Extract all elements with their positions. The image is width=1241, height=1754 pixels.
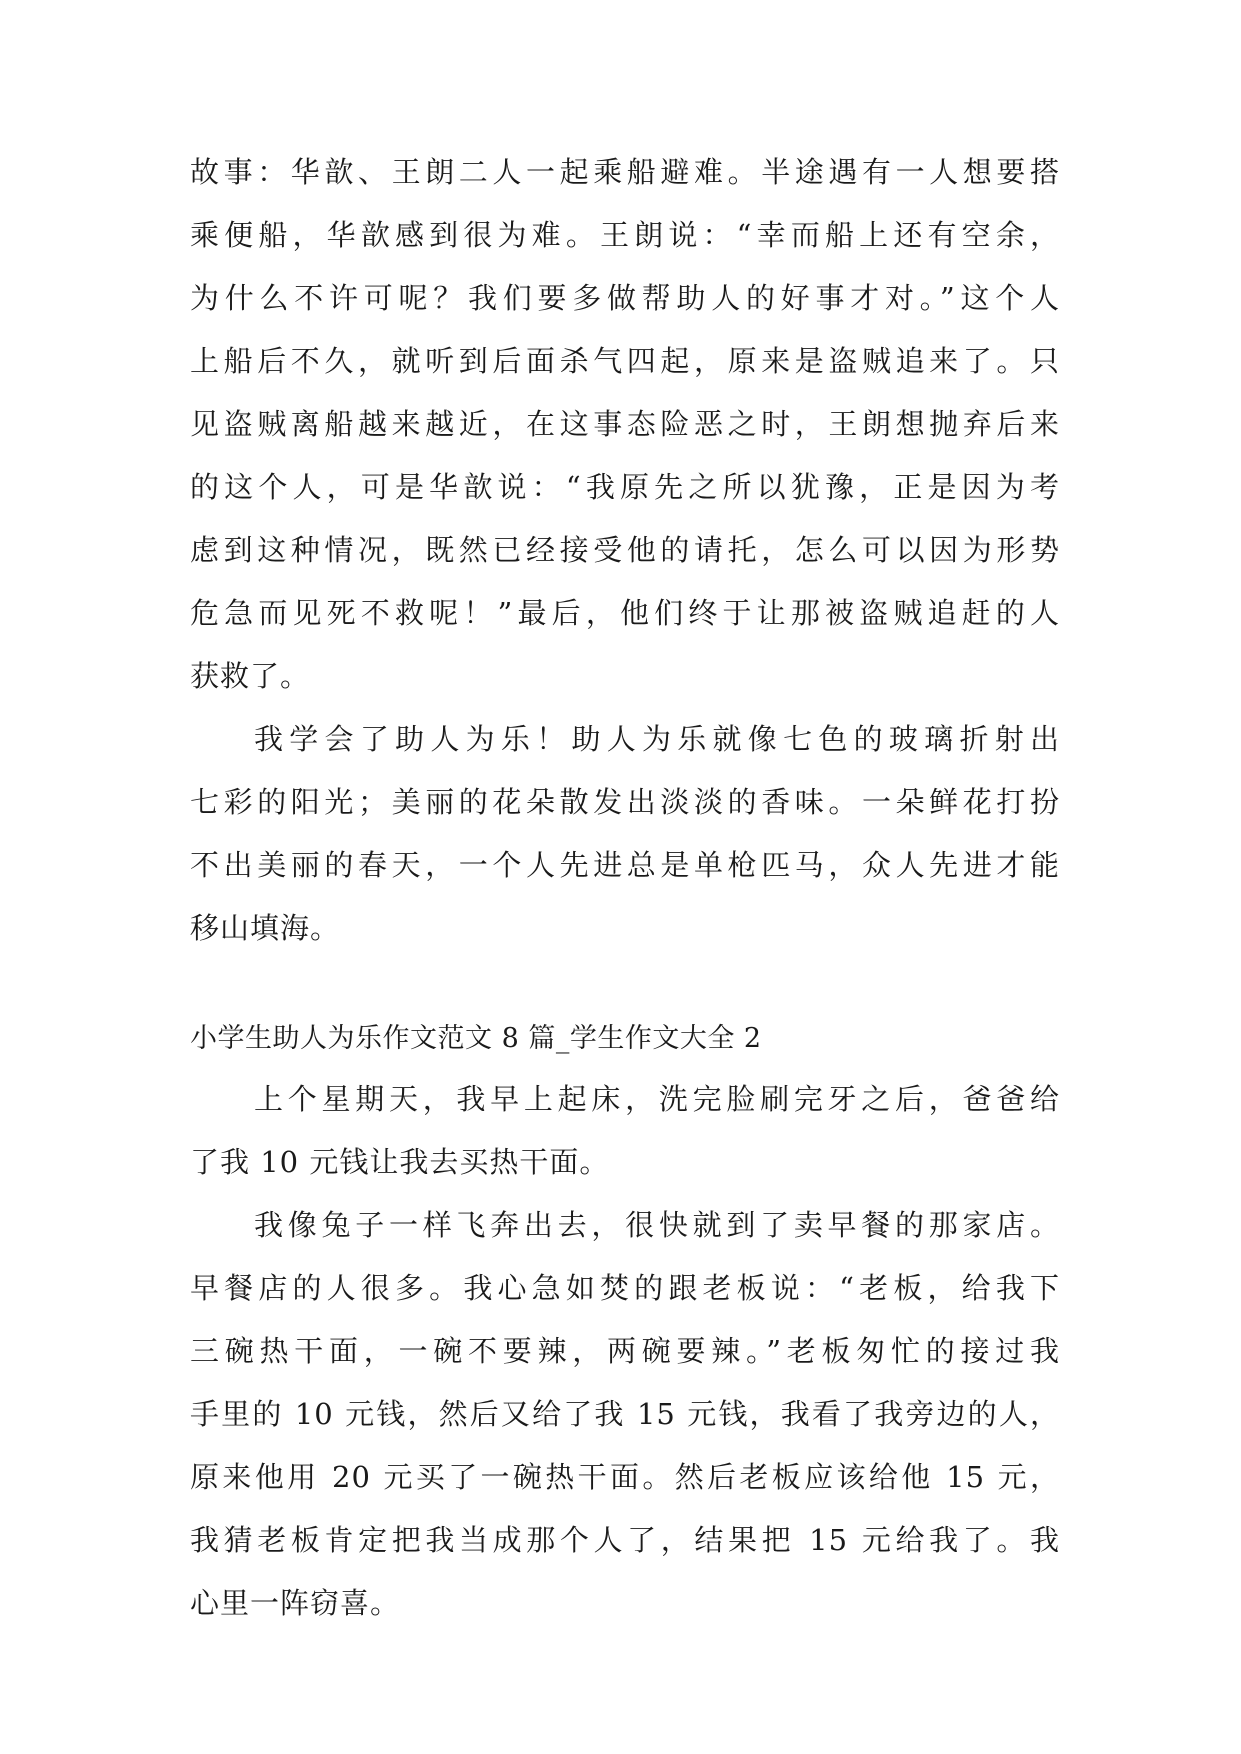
section-heading: 小学生助人为乐作文范文 8 篇_学生作文大全 2 (190, 1023, 762, 1054)
paragraph-line: 我学会了助人为乐！助人为乐就像七色的玻璃折射出 (254, 722, 1060, 756)
paragraph-line: 不出美丽的春天，一个人先进总是单枪匹马，众人先进才能 (190, 848, 1060, 882)
paragraph-line: 移山填海。 (190, 911, 341, 945)
paragraph-line: 见盗贼离船越来越近，在这事态险恶之时，王朗想抛弃后来 (190, 407, 1060, 441)
paragraph-line: 心里一阵窃喜。 (190, 1586, 401, 1620)
paragraph-line: 早餐店的人很多。我心急如焚的跟老板说：“老板，给我下 (190, 1271, 1060, 1305)
paragraph-line: 故事：华歆、王朗二人一起乘船避难。半途遇有一人想要搭 (190, 155, 1060, 189)
paragraph-line: 七彩的阳光；美丽的花朵散发出淡淡的香味。一朵鲜花打扮 (190, 785, 1060, 819)
paragraph-line: 三碗热干面，一碗不要辣，两碗要辣。”老板匆忙的接过我 (190, 1334, 1060, 1368)
paragraph-line: 上个星期天，我早上起床，洗完脸刷完牙之后，爸爸给 (254, 1082, 1060, 1116)
paragraph-line: 为什么不许可呢？我们要多做帮助人的好事才对。”这个人 (190, 281, 1060, 315)
paragraph-line: 我猜老板肯定把我当成那个人了，结果把 15 元给我了。我 (190, 1523, 1060, 1557)
paragraph-line: 了我 10 元钱让我去买热干面。 (190, 1145, 610, 1179)
paragraph-line: 上船后不久，就听到后面杀气四起，原来是盗贼追来了。只 (190, 344, 1060, 378)
paragraph-line: 我像兔子一样飞奔出去，很快就到了卖早餐的那家店。 (254, 1208, 1060, 1242)
paragraph-line: 危急而见死不救呢！”最后，他们终于让那被盗贼追赶的人 (190, 596, 1060, 630)
paragraph-line: 手里的 10 元钱，然后又给了我 15 元钱，我看了我旁边的人， (190, 1397, 1060, 1431)
paragraph-line: 乘便船，华歆感到很为难。王朗说：“幸而船上还有空余， (190, 218, 1060, 252)
paragraph-line: 原来他用 20 元买了一碗热干面。然后老板应该给他 15 元， (190, 1460, 1060, 1494)
paragraph-line: 虑到这种情况，既然已经接受他的请托，怎么可以因为形势 (190, 533, 1060, 567)
paragraph-line: 获救了。 (190, 659, 311, 693)
paragraph-line: 的这个人，可是华歆说：“我原先之所以犹豫，正是因为考 (190, 470, 1060, 504)
